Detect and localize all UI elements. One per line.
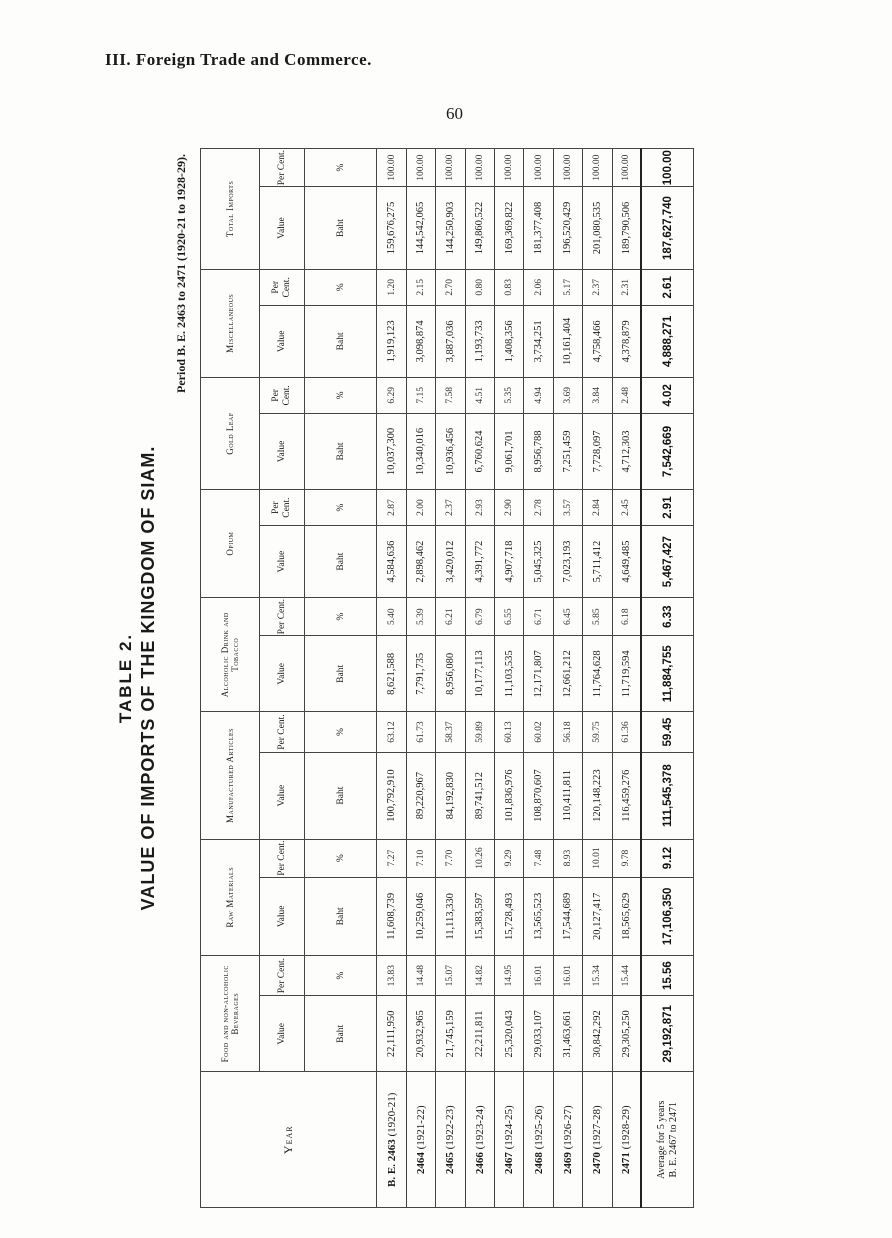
value-cell: 10,037,300 [377,413,406,489]
table-row [494,149,523,1208]
value-column-header: Value [259,752,304,839]
value-cell: 20,127,417 [583,877,612,955]
percent-cell: 2.31 [612,269,641,305]
value-cell: 6,760,624 [465,413,494,489]
year-ad: (1920-21) [385,1092,398,1140]
year-be: 2467 [503,1152,516,1175]
value-cell: 12,661,212 [553,636,582,712]
percent-cell: 6.45 [553,598,582,636]
average-percent-cell: 2.91 [641,490,693,526]
percent-unit: % [305,839,377,877]
percent-cell: 6.29 [377,377,406,413]
percent-column-header: Per Cent. [259,377,304,413]
percent-cell: 3.57 [553,490,582,526]
percent-column-header: Per Cent. [259,956,304,996]
value-cell: 15,383,597 [465,877,494,955]
percent-cell: 15.34 [583,956,612,996]
percent-cell: 58.37 [436,712,465,752]
value-cell: 31,463,661 [553,996,582,1072]
value-cell: 159,676,275 [377,187,406,270]
value-cell: 9,061,701 [494,413,523,489]
table-row [377,149,406,1208]
percent-cell: 14.48 [406,956,435,996]
value-column-header: Value [259,187,304,270]
percent-cell: 2.45 [612,490,641,526]
percent-cell: 100.00 [553,149,582,187]
average-label-line1: Average for 5 years [656,1100,668,1179]
year-cell [494,1072,523,1208]
average-percent-cell: 4.02 [641,377,693,413]
year-ad: (1926-27) [561,1105,574,1153]
percent-cell: 0.80 [465,269,494,305]
group-header: Opium [201,490,260,598]
value-cell: 10,177,113 [465,636,494,712]
value-cell: 120,148,223 [583,752,612,839]
year-ad: (1927-28) [591,1105,604,1153]
average-value-cell: 11,884,755 [641,636,693,712]
table-row [524,149,553,1208]
percent-cell: 100.00 [612,149,641,187]
percent-cell: 100.00 [494,149,523,187]
table-block [116,148,794,1208]
average-percent-cell: 15.56 [641,956,693,996]
percent-cell: 59.89 [465,712,494,752]
percent-cell: 2.48 [612,377,641,413]
value-cell: 15,728,493 [494,877,523,955]
percent-cell: 2.87 [377,490,406,526]
percent-cell: 2.06 [524,269,553,305]
year-header: Year [201,1072,377,1208]
value-cell: 7,728,097 [583,413,612,489]
value-cell: 29,305,250 [612,996,641,1072]
percent-cell: 5.35 [494,377,523,413]
percent-cell: 6.55 [494,598,523,636]
value-cell: 89,220,967 [406,752,435,839]
year-be: 2470 [591,1152,604,1175]
percent-cell: 5.39 [406,598,435,636]
percent-column-header: Per Cent. [259,598,304,636]
percent-cell: 59.75 [583,712,612,752]
average-value-cell: 7,542,669 [641,413,693,489]
value-cell: 1,193,733 [465,305,494,377]
group-header: Food and non-alcoholic Beverages [201,956,260,1072]
percent-cell: 6.18 [612,598,641,636]
year-be: 2466 [473,1152,486,1175]
year-ad: (1924-25) [503,1105,516,1153]
percent-cell: 15.07 [436,956,465,996]
value-cell: 22,211,811 [465,996,494,1072]
percent-unit: % [305,377,377,413]
percent-cell: 8.93 [553,839,582,877]
percent-unit: % [305,149,377,187]
group-header: Alcoholic Drink and Tobacco [201,598,260,712]
value-cell: 11,719,594 [612,636,641,712]
percent-cell: 2.37 [583,269,612,305]
baht-unit: Baht [305,187,377,270]
value-cell: 8,956,788 [524,413,553,489]
value-cell: 17,544,689 [553,877,582,955]
group-header: Gold Leaf [201,377,260,489]
value-cell: 30,842,292 [583,996,612,1072]
percent-cell: 56.18 [553,712,582,752]
percent-unit: % [305,598,377,636]
percent-cell: 100.00 [465,149,494,187]
year-ad: (1923-24) [473,1105,486,1153]
percent-cell: 63.12 [377,712,406,752]
percent-cell: 14.82 [465,956,494,996]
average-percent-cell: 2.61 [641,269,693,305]
percent-cell: 2.70 [436,269,465,305]
value-cell: 4,649,485 [612,526,641,598]
percent-cell: 5.40 [377,598,406,636]
value-cell: 3,420,012 [436,526,465,598]
value-column-header: Value [259,996,304,1072]
value-cell: 4,584,636 [377,526,406,598]
value-cell: 22,111,950 [377,996,406,1072]
percent-column-header: Per Cent. [259,712,304,752]
percent-cell: 4.94 [524,377,553,413]
percent-cell: 60.02 [524,712,553,752]
page-number: 60 [446,104,463,123]
value-cell: 3,098,874 [406,305,435,377]
table-row [612,149,641,1208]
value-cell: 101,836,976 [494,752,523,839]
header-row-subcolumns [259,149,304,1208]
value-cell: 89,741,512 [465,752,494,839]
table-period: Period B. E. 2463 to 2471 (1920-21 to 1928-29). [174,154,188,393]
percent-cell: 7.58 [436,377,465,413]
value-column-header: Value [259,877,304,955]
percent-cell: 4.51 [465,377,494,413]
value-cell: 21,745,159 [436,996,465,1072]
baht-unit: Baht [305,526,377,598]
percent-cell: 100.00 [583,149,612,187]
table-row [553,149,582,1208]
percent-cell: 2.93 [465,490,494,526]
value-cell: 10,936,456 [436,413,465,489]
value-cell: 3,887,036 [436,305,465,377]
percent-cell: 3.84 [583,377,612,413]
year-be: 2469 [561,1152,574,1175]
value-cell: 10,340,016 [406,413,435,489]
value-column-header: Value [259,413,304,489]
value-cell: 4,378,879 [612,305,641,377]
year-ad: (1921-22) [414,1105,427,1153]
value-cell: 144,542,065 [406,187,435,270]
value-cell: 181,377,408 [524,187,553,270]
percent-cell: 3.69 [553,377,582,413]
percent-cell: 14.95 [494,956,523,996]
percent-cell: 7.15 [406,377,435,413]
percent-column-header: Per Cent. [259,149,304,187]
percent-cell: 15.44 [612,956,641,996]
percent-cell: 2.90 [494,490,523,526]
value-cell: 7,023,193 [553,526,582,598]
table-row [436,149,465,1208]
average-value-cell: 5,467,427 [641,526,693,598]
percent-cell: 2.00 [406,490,435,526]
value-cell: 11,103,535 [494,636,523,712]
percent-unit: % [305,269,377,305]
baht-unit: Baht [305,752,377,839]
year-cell [612,1072,641,1208]
table-label: TABLE 2. [116,632,135,724]
percent-cell: 7.70 [436,839,465,877]
percent-cell: 10.01 [583,839,612,877]
average-percent-cell: 9.12 [641,839,693,877]
imports-table [200,148,694,1208]
year-ad: (1922-23) [444,1105,457,1153]
value-cell: 7,791,735 [406,636,435,712]
value-cell: 4,391,772 [465,526,494,598]
value-cell: 29,033,107 [524,996,553,1072]
percent-cell: 6.21 [436,598,465,636]
value-cell: 25,320,043 [494,996,523,1072]
average-percent-cell: 100.00 [641,149,693,187]
value-column-header: Value [259,305,304,377]
year-be: B. E. 2463 [385,1139,398,1187]
average-value-cell: 111,545,378 [641,752,693,839]
value-cell: 3,734,251 [524,305,553,377]
value-cell: 4,758,466 [583,305,612,377]
value-cell: 5,711,412 [583,526,612,598]
percent-cell: 9.78 [612,839,641,877]
percent-cell: 9.29 [494,839,523,877]
percent-cell: 60.13 [494,712,523,752]
year-cell [436,1072,465,1208]
value-cell: 2,898,462 [406,526,435,598]
average-value-cell: 187,627,740 [641,187,693,270]
group-header: Miscellaneous [201,269,260,377]
baht-unit: Baht [305,305,377,377]
year-cell [406,1072,435,1208]
group-header: Manufactured Articles [201,712,260,839]
group-header: Total Imports [201,149,260,270]
value-column-header: Value [259,526,304,598]
value-cell: 169,369,822 [494,187,523,270]
year-cell [553,1072,582,1208]
year-be: 2468 [532,1152,545,1175]
year-cell [465,1072,494,1208]
percent-cell: 0.83 [494,269,523,305]
year-cell [377,1072,406,1208]
baht-unit: Baht [305,636,377,712]
year-cell [524,1072,553,1208]
percent-cell: 6.79 [465,598,494,636]
table-title: VALUE OF IMPORTS OF THE KINGDOM OF SIAM. [138,445,158,911]
percent-cell: 13.83 [377,956,406,996]
percent-cell: 7.48 [524,839,553,877]
value-cell: 100,792,910 [377,752,406,839]
percent-cell: 7.27 [377,839,406,877]
value-cell: 108,870,607 [524,752,553,839]
average-percent-cell: 59.45 [641,712,693,752]
value-cell: 10,259,046 [406,877,435,955]
average-value-cell: 29,192,871 [641,996,693,1072]
percent-cell: 10.26 [465,839,494,877]
baht-unit: Baht [305,413,377,489]
average-label-line2: B. E. 2467 to 2471 [667,1101,679,1178]
value-cell: 11,608,739 [377,877,406,955]
value-cell: 4,907,718 [494,526,523,598]
value-column-header: Value [259,636,304,712]
group-header: Raw Materials [201,839,260,955]
percent-cell: 16.01 [524,956,553,996]
average-percent-cell: 6.33 [641,598,693,636]
value-cell: 12,171,807 [524,636,553,712]
baht-unit: Baht [305,996,377,1072]
value-cell: 201,080,535 [583,187,612,270]
year-cell [583,1072,612,1208]
value-cell: 144,250,903 [436,187,465,270]
header-row-units [305,149,377,1208]
value-cell: 7,251,459 [553,413,582,489]
table-row [583,149,612,1208]
section-title: III. Foreign Trade and Commerce. [105,50,372,69]
percent-cell: 2.78 [524,490,553,526]
percent-unit: % [305,712,377,752]
percent-cell: 100.00 [524,149,553,187]
percent-cell: 2.37 [436,490,465,526]
average-label [641,1072,693,1208]
average-value-cell: 17,106,350 [641,877,693,955]
year-be: 2465 [444,1152,457,1175]
percent-unit: % [305,490,377,526]
value-cell: 13,565,523 [524,877,553,955]
percent-cell: 2.15 [406,269,435,305]
year-be: 2464 [414,1152,427,1175]
percent-cell: 2.84 [583,490,612,526]
percent-column-header: Per Cent. [259,839,304,877]
year-ad: (1928-29) [620,1105,633,1153]
value-cell: 84,192,830 [436,752,465,839]
value-cell: 8,956,080 [436,636,465,712]
value-cell: 189,790,506 [612,187,641,270]
value-cell: 116,459,276 [612,752,641,839]
percent-cell: 7.10 [406,839,435,877]
percent-cell: 100.00 [406,149,435,187]
percent-cell: 100.00 [377,149,406,187]
percent-cell: 6.71 [524,598,553,636]
value-cell: 149,860,522 [465,187,494,270]
percent-cell: 100.00 [436,149,465,187]
percent-column-header: Per Cent. [259,269,304,305]
value-cell: 18,565,629 [612,877,641,955]
percent-cell: 61.36 [612,712,641,752]
table-row [406,149,435,1208]
percent-unit: % [305,956,377,996]
percent-cell: 5.85 [583,598,612,636]
value-cell: 10,161,404 [553,305,582,377]
year-be: 2471 [620,1152,633,1175]
value-cell: 5,045,325 [524,526,553,598]
percent-cell: 1.20 [377,269,406,305]
table-row [465,149,494,1208]
value-cell: 11,113,330 [436,877,465,955]
value-cell: 196,520,429 [553,187,582,270]
average-row [641,149,693,1208]
value-cell: 8,621,588 [377,636,406,712]
average-value-cell: 4,888,271 [641,305,693,377]
percent-cell: 61.73 [406,712,435,752]
value-cell: 20,932,965 [406,996,435,1072]
percent-column-header: Per Cent. [259,490,304,526]
value-cell: 4,712,303 [612,413,641,489]
value-cell: 110,411,811 [553,752,582,839]
value-cell: 1,919,123 [377,305,406,377]
percent-cell: 5.17 [553,269,582,305]
header-row-groups [201,149,260,1208]
value-cell: 11,764,628 [583,636,612,712]
percent-cell: 16.01 [553,956,582,996]
baht-unit: Baht [305,877,377,955]
year-ad: (1925-26) [532,1105,545,1153]
value-cell: 1,408,356 [494,305,523,377]
